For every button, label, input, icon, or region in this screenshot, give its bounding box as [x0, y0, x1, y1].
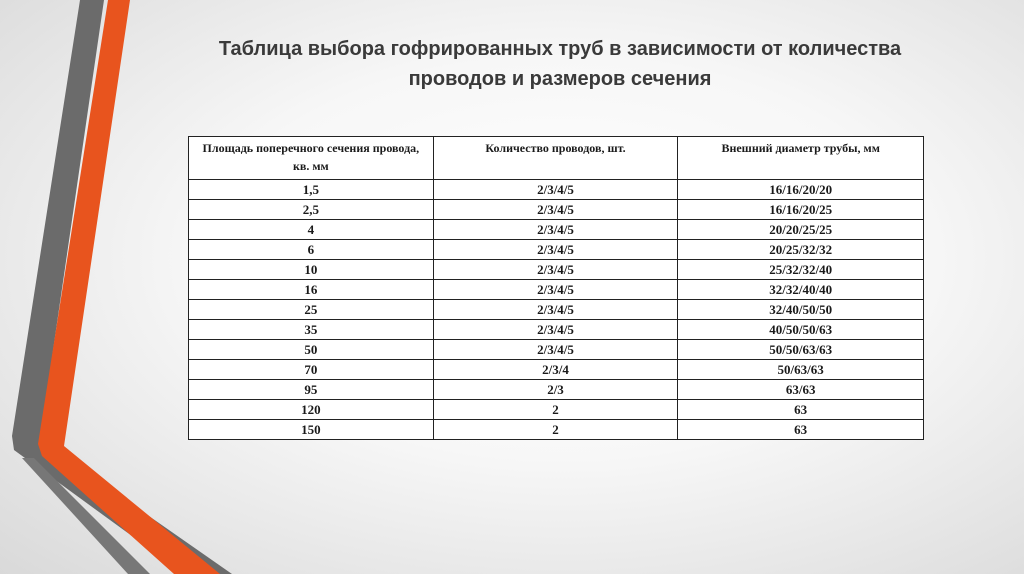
- cell-wire-count: 2/3/4/5: [433, 320, 678, 340]
- header-cross-section: Площадь поперечного сечения провода, кв. мм: [189, 137, 434, 180]
- table-row: [189, 340, 924, 360]
- cell-cross-section: 2,5: [189, 200, 434, 220]
- cell-pipe-diameter: 32/32/40/40: [678, 280, 924, 300]
- cell-wire-count: 2: [433, 420, 678, 440]
- cell-cross-section: 50: [189, 340, 434, 360]
- title-line-2: проводов и размеров сечения: [408, 68, 712, 90]
- table-row: [189, 360, 924, 380]
- cell-wire-count: 2/3/4/5: [433, 280, 678, 300]
- table-row: [189, 380, 924, 400]
- cell-pipe-diameter: 16/16/20/20: [678, 180, 924, 200]
- cell-pipe-diameter: 63: [678, 400, 924, 420]
- table-row: [189, 260, 924, 280]
- cell-pipe-diameter: 50/63/63: [678, 360, 924, 380]
- cell-cross-section: 16: [189, 280, 434, 300]
- header-pipe-diameter: Внешний диаметр трубы, мм: [678, 137, 924, 180]
- header-wire-count: Количество проводов, шт.: [433, 137, 678, 180]
- cell-cross-section: 35: [189, 320, 434, 340]
- cell-pipe-diameter: 63/63: [678, 380, 924, 400]
- cell-wire-count: 2/3/4/5: [433, 240, 678, 260]
- table-row: [189, 240, 924, 260]
- slide-title: [150, 34, 970, 94]
- cell-cross-section: 10: [189, 260, 434, 280]
- cell-cross-section: 95: [189, 380, 434, 400]
- cell-pipe-diameter: 20/25/32/32: [678, 240, 924, 260]
- cell-wire-count: 2/3/4/5: [433, 260, 678, 280]
- table-body: [189, 180, 924, 440]
- cell-pipe-diameter: 32/40/50/50: [678, 300, 924, 320]
- cell-wire-count: 2/3/4/5: [433, 180, 678, 200]
- cell-wire-count: 2/3/4/5: [433, 220, 678, 240]
- cell-wire-count: 2/3/4/5: [433, 340, 678, 360]
- cell-pipe-diameter: 50/50/63/63: [678, 340, 924, 360]
- cell-wire-count: 2/3: [433, 380, 678, 400]
- cell-pipe-diameter: 20/20/25/25: [678, 220, 924, 240]
- title-line-1: Таблица выбора гофрированных труб в зависимости от количества: [218, 38, 902, 60]
- cell-cross-section: 6: [189, 240, 434, 260]
- pipe-selection-table: [188, 136, 924, 440]
- cell-cross-section: 25: [189, 300, 434, 320]
- table-row: [189, 320, 924, 340]
- table-row: [189, 220, 924, 240]
- cell-cross-section: 120: [189, 400, 434, 420]
- cell-wire-count: 2/3/4/5: [433, 200, 678, 220]
- cell-cross-section: 150: [189, 420, 434, 440]
- table-header-row: [189, 137, 924, 180]
- cell-cross-section: 4: [189, 220, 434, 240]
- cell-wire-count: 2/3/4: [433, 360, 678, 380]
- cell-pipe-diameter: 63: [678, 420, 924, 440]
- cell-wire-count: 2: [433, 400, 678, 420]
- cell-pipe-diameter: 25/32/32/40: [678, 260, 924, 280]
- table-row: [189, 300, 924, 320]
- table-row: [189, 280, 924, 300]
- table-row: [189, 400, 924, 420]
- cell-wire-count: 2/3/4/5: [433, 300, 678, 320]
- table-row: [189, 180, 924, 200]
- cell-pipe-diameter: 16/16/20/25: [678, 200, 924, 220]
- cell-pipe-diameter: 40/50/50/63: [678, 320, 924, 340]
- cell-cross-section: 1,5: [189, 180, 434, 200]
- table-row: [189, 200, 924, 220]
- table-row: [189, 420, 924, 440]
- cell-cross-section: 70: [189, 360, 434, 380]
